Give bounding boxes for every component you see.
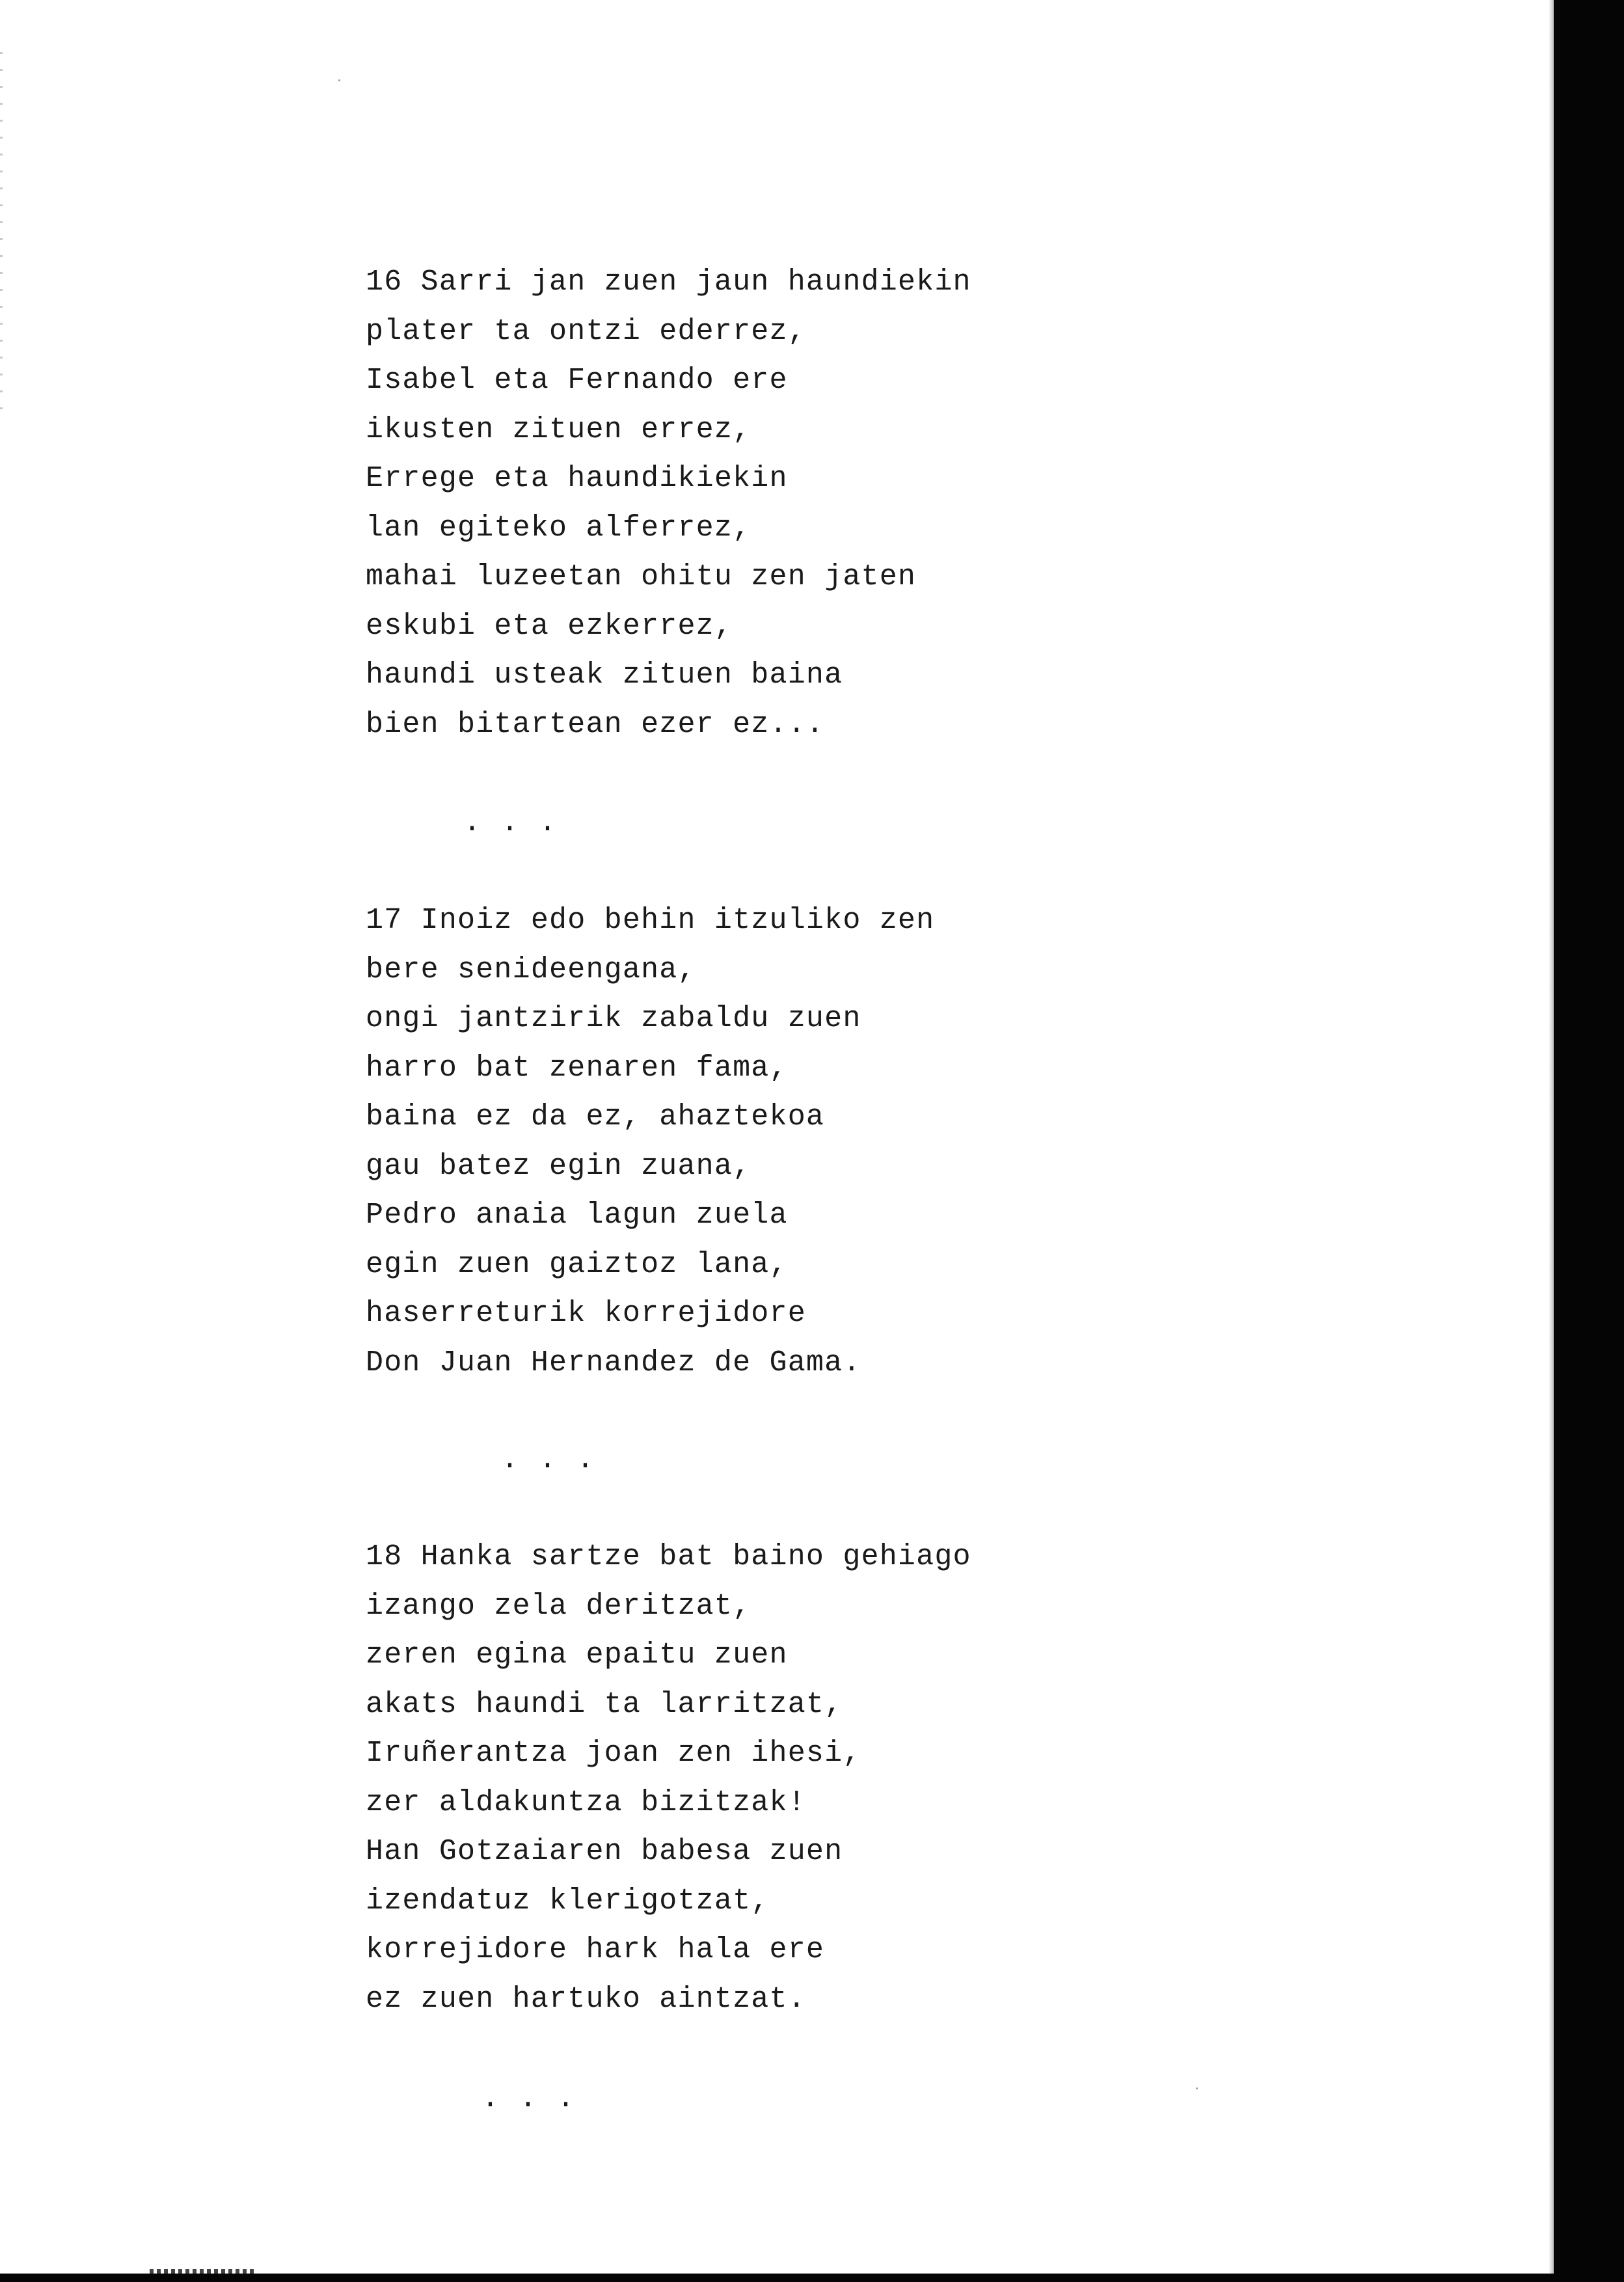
verse-line: gau batez egin zuana, [366,1149,751,1183]
verse-line: baina ez da ez, ahaztekoa [366,1100,825,1134]
stanza-separator: . . . [481,2082,576,2115]
verse-line: Pedro anaia lagun zuela [366,1199,788,1232]
verse-line: lan egiteko alferrez, [366,511,751,545]
verse-line: bere senideengana, [366,953,696,986]
verse-line: zeren egina epaitu zuen [366,1638,788,1672]
scan-speck [1196,2087,1198,2089]
verse-line: zer aldakuntza bizitzak! [366,1786,806,1819]
scan-border-bottom [0,2274,1624,2282]
verse-line: mahai luzeetan ohitu zen jaten [366,560,917,593]
verse-line: izango zela deritzat, [366,1589,751,1623]
verse-line: plater ta ontzi ederrez, [366,314,806,348]
verse-line: 17 Inoiz edo behin itzuliko zen [366,904,935,937]
verse-line: korrejidore hark hala ere [366,1933,825,1966]
verse-line: haundi usteak zituen baina [366,659,843,692]
verse-line: 18 Hanka sartze bat baino gehiago [366,1540,971,1573]
verse-line: ez zuen hartuko aintzat. [366,1982,806,2016]
verse-line: izendatuz klerigotzat, [366,1884,770,1918]
verse-line: haserreturik korrejidore [366,1297,806,1330]
verse-line: Don Juan Hernandez de Gama. [366,1346,861,1379]
scan-speck [338,79,340,81]
verse-line: Han Gotzaiaren babesa zuen [366,1835,843,1868]
verse-line: bien bitartean ezer ez... [366,707,825,741]
stanza-separator: . . . [501,1443,596,1476]
verse-line: Isabel eta Fernando ere [366,364,788,397]
stanza-separator: . . . [463,806,558,839]
scan-border-right [1554,0,1624,2282]
verse-line: egin zuen gaiztoz lana, [366,1247,788,1281]
verse-line: Errege eta haundikiekin [366,462,788,495]
verse-line: harro bat zenaren fama, [366,1051,788,1085]
verse-line: Iruñerantza joan zen ihesi, [366,1737,861,1770]
verse-line: 16 Sarri jan zuen jaun haundiekin [366,265,971,299]
stanza-18 [366,1532,971,2024]
stanza-16 [366,258,971,749]
scan-margin-specks [0,52,3,416]
verse-line: ikusten zituen errez, [366,413,751,446]
verse-line: akats haundi ta larritzat, [366,1687,843,1721]
stanza-17 [366,896,934,1387]
verse-line: ongi jantzirik zabaldu zuen [366,1002,861,1035]
verse-line: eskubi eta ezkerrez, [366,609,733,643]
